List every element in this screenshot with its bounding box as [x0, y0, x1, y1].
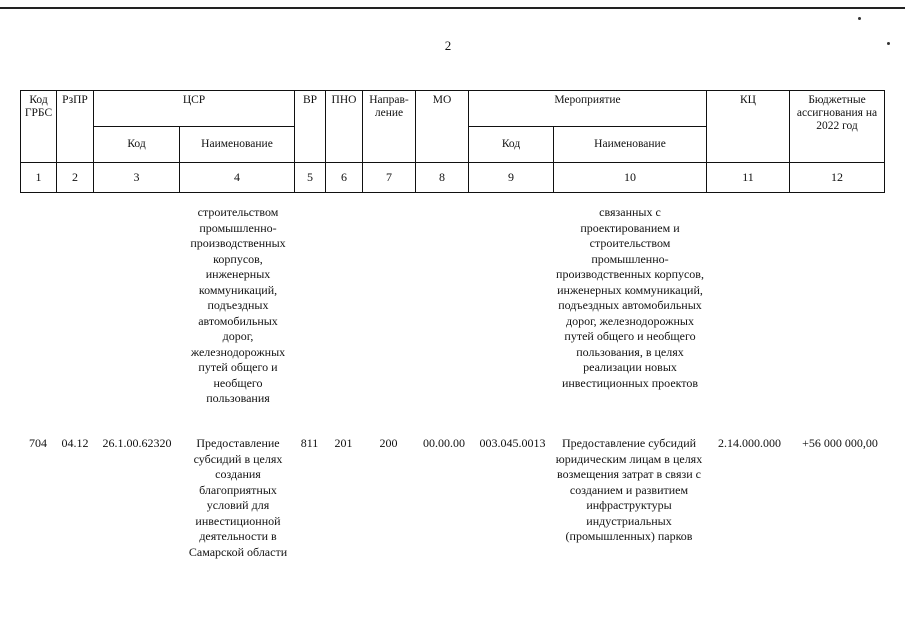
row-mo: 00.00.00: [423, 436, 465, 450]
column-number: 10: [554, 163, 707, 193]
top-border-line: [0, 7, 905, 9]
column-number: 1: [21, 163, 57, 193]
scan-speck: [858, 17, 861, 20]
header-kod-grbs: Код ГРБС: [21, 91, 57, 163]
header-mer-kod: Код: [469, 127, 554, 163]
continuation-csr-name: строительством промышленно-производственных корпусов, инженерных коммуникаций, подъездных автомобильных дорог, железнодорожных путей общего и необщего пользования: [190, 205, 286, 405]
column-number: 7: [363, 163, 416, 193]
column-number: 6: [326, 163, 363, 193]
column-number: 2: [57, 163, 94, 193]
row-kc: 2.14.000.000: [718, 436, 781, 450]
header-csr: ЦСР: [94, 91, 295, 127]
row-budget: +56 000 000,00: [802, 436, 878, 450]
page-number: 2: [444, 38, 452, 53]
row-pno: 201: [334, 436, 353, 450]
column-number: 5: [295, 163, 326, 193]
header-napravlenie: Направ-ление: [363, 91, 416, 163]
column-number: 9: [469, 163, 554, 193]
row-kod-grbs: 704: [29, 436, 47, 450]
row-mer-kod: 003.045.0013: [479, 436, 546, 450]
row-vr: 811: [300, 436, 319, 450]
column-number: 12: [790, 163, 885, 193]
row-napravlenie: 200: [379, 436, 398, 450]
header-mer-name: Наименование: [554, 127, 707, 163]
column-number: 8: [416, 163, 469, 193]
header-budget: Бюджетные ассигнования на 2022 год: [790, 91, 885, 163]
column-number: 4: [180, 163, 295, 193]
header-vr: ВР: [295, 91, 326, 163]
header-meropriyatie: Мероприятие: [469, 91, 707, 127]
header-rzpr: РзПР: [57, 91, 94, 163]
scan-speck: [887, 42, 890, 45]
row-csr-name: Предоставление субсидий в целях создания благоприятных условий для инвестиционной деятельности в Самарской области: [188, 436, 288, 559]
header-mo: МО: [416, 91, 469, 163]
column-number: 3: [94, 163, 180, 193]
header-csr-name: Наименование: [180, 127, 295, 163]
column-number: 11: [707, 163, 790, 193]
header-kc: КЦ: [707, 91, 790, 163]
row-csr-kod: 26.1.00.62320: [102, 436, 172, 450]
budget-table-header: [20, 90, 885, 193]
continuation-meropriyatie-name: связанных с проектированием и строительством промышленно-производственных корпусов, инженерных коммуникаций, подъездных автомобильных дорог, железнодорожных путей общего и необщего пользования, в целях реализации новых инвестиционных проектов: [556, 205, 704, 390]
row-rzpr: 04.12: [61, 436, 89, 450]
row-mer-name: Предоставление субсидий юридическим лицам в целях возмещения затрат в связи с созданием и развитием инфраструктуры индустриальных (промышленных) парков: [555, 436, 703, 543]
header-csr-kod: Код: [94, 127, 180, 163]
header-pno: ПНО: [326, 91, 363, 163]
